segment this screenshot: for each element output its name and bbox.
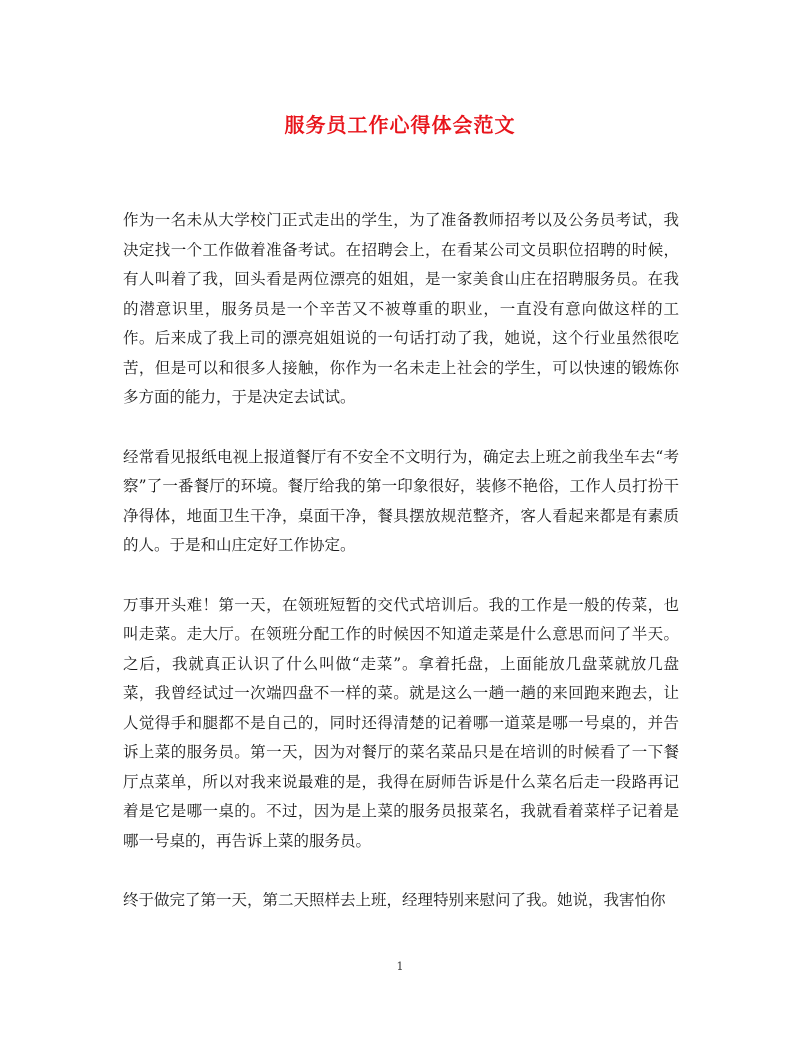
paragraph-1: 作为一名未从大学校门正式走出的学生，为了准备教师招考以及公务员考试，我决定找一个工作做着准备考试。在招聘会上，在看某公司文员职位招聘的时候，有人叫着了我，回头看是两位漂亮的姐姐，是一家美食山庄在招聘服务员。在我的潜意识里，服务员是一个辛苦又不被尊重的职业，一直没有意向做这样的工作。后来成了我上司的漂亮姐姐说的一句话打动了我，她说，这个行业虽然很吃苦，但是可以和很多人接触，你作为一名未走上社会的学生，可以快速的锻炼你多方面的能力，于是决定去试试。 — [123, 211, 679, 406]
paragraph-2: 经常看见报纸电视上报道餐厅有不安全不文明行为，确定去上班之前我坐车去“考察”了一番餐厅的环境。餐厅给我的第一印象很好，装修不艳俗，工作人员打扮干净得体，地面卫生干净，桌面干净，餐具摆放规范整齐，客人看起来都是有素质的人。于是和山庄定好工作协定。 — [123, 447, 679, 554]
document-title: 服务员工作心得体会范文 — [284, 113, 516, 137]
paragraph-4: 终于做完了第一天，第二天照样去上班，经理特别来慰问了我。她说，我害怕你 — [123, 891, 666, 909]
page-number: 1 — [396, 960, 404, 973]
document-body — [123, 206, 679, 916]
paragraph-3: 万事开头难！第一天，在领班短暂的交代式培训后。我的工作是一般的传菜，也叫走菜。走大厅。在领班分配工作的时候因不知道走菜是什么意思而问了半天。之后，我就真正认识了什么叫做“走菜”。拿着托盘，上面能放几盘菜就放几盘菜，我曾经试过一次端四盘不一样的菜。就是这么一趟一趟的来回跑来跑去，让人觉得手和腿都不是自己的，同时还得清楚的记着哪一道菜是哪一号桌的，并告诉上菜的服务员。第一天，因为对餐厅的菜名菜品只是在培训的时候看了一下餐厅点菜单，所以对我来说最难的是，我得在厨师告诉是什么菜名后走一段路再记着是它是哪一桌的。不过，因为是上菜的服务员报菜名，我就看着菜样子记着是哪一号桌的，再告诉上菜的服务员。 — [123, 595, 679, 850]
